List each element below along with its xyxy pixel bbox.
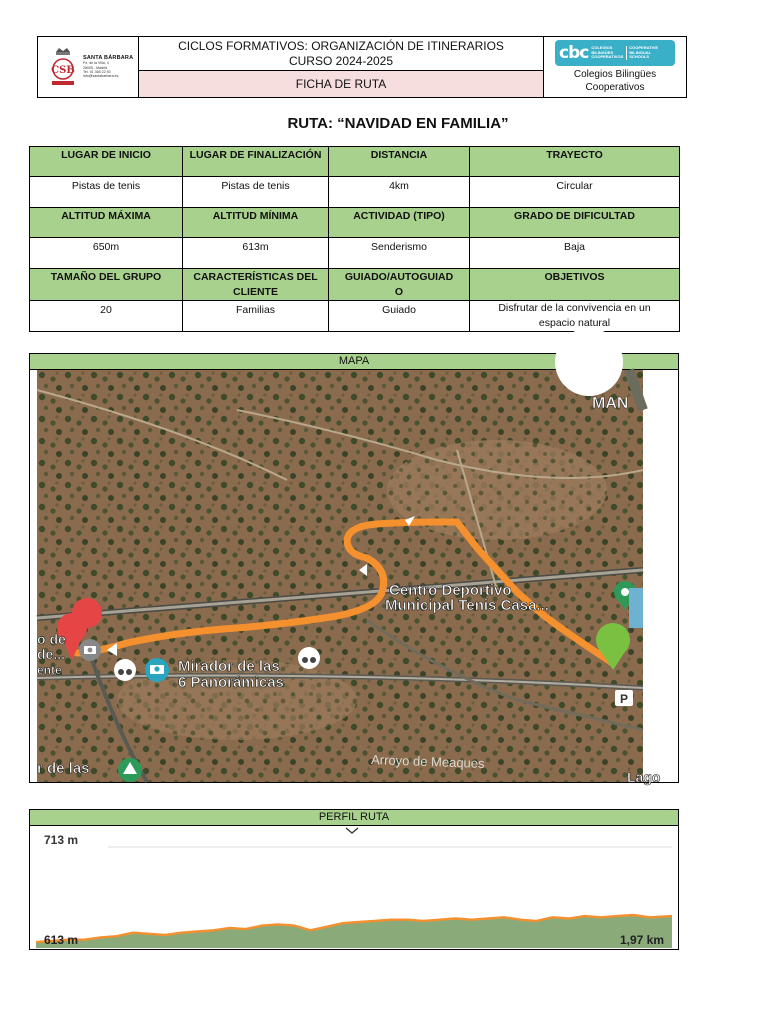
map-section-label: MAPA (29, 353, 679, 370)
table-row (30, 238, 680, 269)
cbc-badge (555, 40, 675, 66)
document-header (37, 36, 687, 98)
value-cell: Baja (470, 238, 680, 269)
school-address-line: Pz. de la Villa, 4 (83, 61, 109, 66)
santa-barbara-logo (38, 37, 139, 97)
value-cell: Pistas de tenis (183, 177, 329, 208)
table-header-row (30, 147, 680, 177)
header-cell: CARACTERÍSTICAS DEL CLIENTE (183, 269, 329, 301)
chevron-down-icon (346, 828, 358, 833)
cbc-sub-en: COOPERATIVE (629, 45, 659, 51)
csb-monogram: CSB (51, 65, 75, 76)
header-cell: DISTANCIA (329, 147, 470, 177)
map-label-sports-center: Municipal Tenis Casa... (385, 597, 549, 614)
profile-distance-label: 1,97 km (619, 933, 664, 947)
map-label-man: MAN (592, 395, 629, 412)
binoculars-icon (114, 659, 136, 681)
school-left-name: SANTA BÁRBARA (83, 55, 134, 62)
header-cell: ACTIVIDAD (TIPO) (329, 208, 470, 238)
header-cell: TRAYECTO (470, 147, 680, 177)
map-label-mirador: 6 Panorámicas (178, 674, 284, 691)
route-info-table (29, 146, 680, 332)
value-cell: Pistas de tenis (30, 177, 183, 208)
header-title-line1: CICLOS FORMATIVOS: ORGANIZACIÓN DE ITINERARIOS (178, 38, 504, 53)
table-row (30, 177, 680, 208)
profile-max-label: 713 m (44, 833, 79, 847)
cbc-logo (544, 37, 686, 97)
csb-crest-icon (46, 45, 80, 89)
map-label-arroyo: Arroyo de Meaques (370, 752, 485, 771)
table-row (30, 301, 680, 332)
value-cell: Disfrutar de la convivencia en un espacio natural (470, 301, 680, 332)
school-address-line: info@santabarbara.es (83, 74, 119, 79)
cbc-sub-es: COLEGIOS (591, 45, 613, 51)
school-address-line: 28005 - Madrid (83, 65, 108, 70)
map-frame (29, 370, 679, 783)
camera-icon (145, 658, 169, 682)
cbc-caption-line1: Colegios Bilingües (573, 69, 657, 80)
value-cell: Senderismo (329, 238, 470, 269)
header-cell: ALTITUD MÍNIMA (183, 208, 329, 238)
header-cell: LUGAR DE FINALIZACIÓN (183, 147, 329, 177)
header-cell: ALTITUD MÁXIMA (30, 208, 183, 238)
value-cell: 650m (30, 238, 183, 269)
header-title-line2: CURSO 2024-2025 (288, 53, 394, 68)
value-cell: Guiado (329, 301, 470, 332)
profile-frame (29, 826, 679, 950)
cbc-sub-es: COOPERATIVOS (591, 54, 624, 60)
table-header-row (30, 208, 680, 238)
route-title: RUTA: “NAVIDAD EN FAMILIA” (287, 115, 509, 132)
elevation-profile-chart (36, 826, 672, 949)
school-address-line: Tel. 91 365 22 40 (83, 70, 111, 74)
value-cell: 20 (30, 301, 183, 332)
header-cell: LUGAR DE INICIO (30, 147, 183, 177)
cbc-sub-en: BILINGUAL (629, 49, 652, 55)
map-label-left: o de (37, 631, 66, 647)
header-cell: TAMAÑO DEL GRUPO (30, 269, 183, 301)
header-center (139, 37, 544, 97)
header-cell: OBJETIVOS (470, 269, 680, 301)
table-header-row (30, 269, 680, 301)
profile-min-label: 613 m (44, 933, 79, 947)
profile-area (36, 915, 672, 948)
header-cell: GRADO DE DIFICULTAD (470, 208, 680, 238)
header-subtitle: FICHA DE RUTA (139, 71, 543, 97)
park-tree-icon (118, 758, 142, 782)
value-cell: 4km (329, 177, 470, 208)
value-cell: Circular (470, 177, 680, 208)
header-cell: GUIADO/AUTOGUIADO (329, 269, 470, 301)
cbc-letters: cbc (559, 43, 589, 63)
value-cell: 613m (183, 238, 329, 269)
cbc-sub-es: BILINGÜES (591, 49, 614, 55)
map-label-sports-center: Centro Deportivo (389, 582, 512, 599)
map-label-lago: Lago (627, 769, 661, 785)
camera-icon (79, 639, 101, 661)
binoculars-icon (298, 647, 320, 669)
header-title (139, 37, 543, 71)
cbc-caption-line2: Cooperativos (585, 82, 645, 93)
value-cell: Familias (183, 301, 329, 332)
route-map (37, 370, 661, 785)
cbc-caption (574, 68, 656, 94)
map-label-mirador: Mirador de las (178, 658, 280, 675)
map-label-left: de... (37, 646, 66, 662)
map-label-bottom-left: r de las (37, 760, 90, 777)
map-label-left: ente (37, 663, 62, 677)
cbc-sub-en: SCHOOLS (629, 54, 650, 60)
profile-section-label: PERFIL RUTA (29, 809, 679, 826)
parking-label: P (619, 692, 629, 706)
